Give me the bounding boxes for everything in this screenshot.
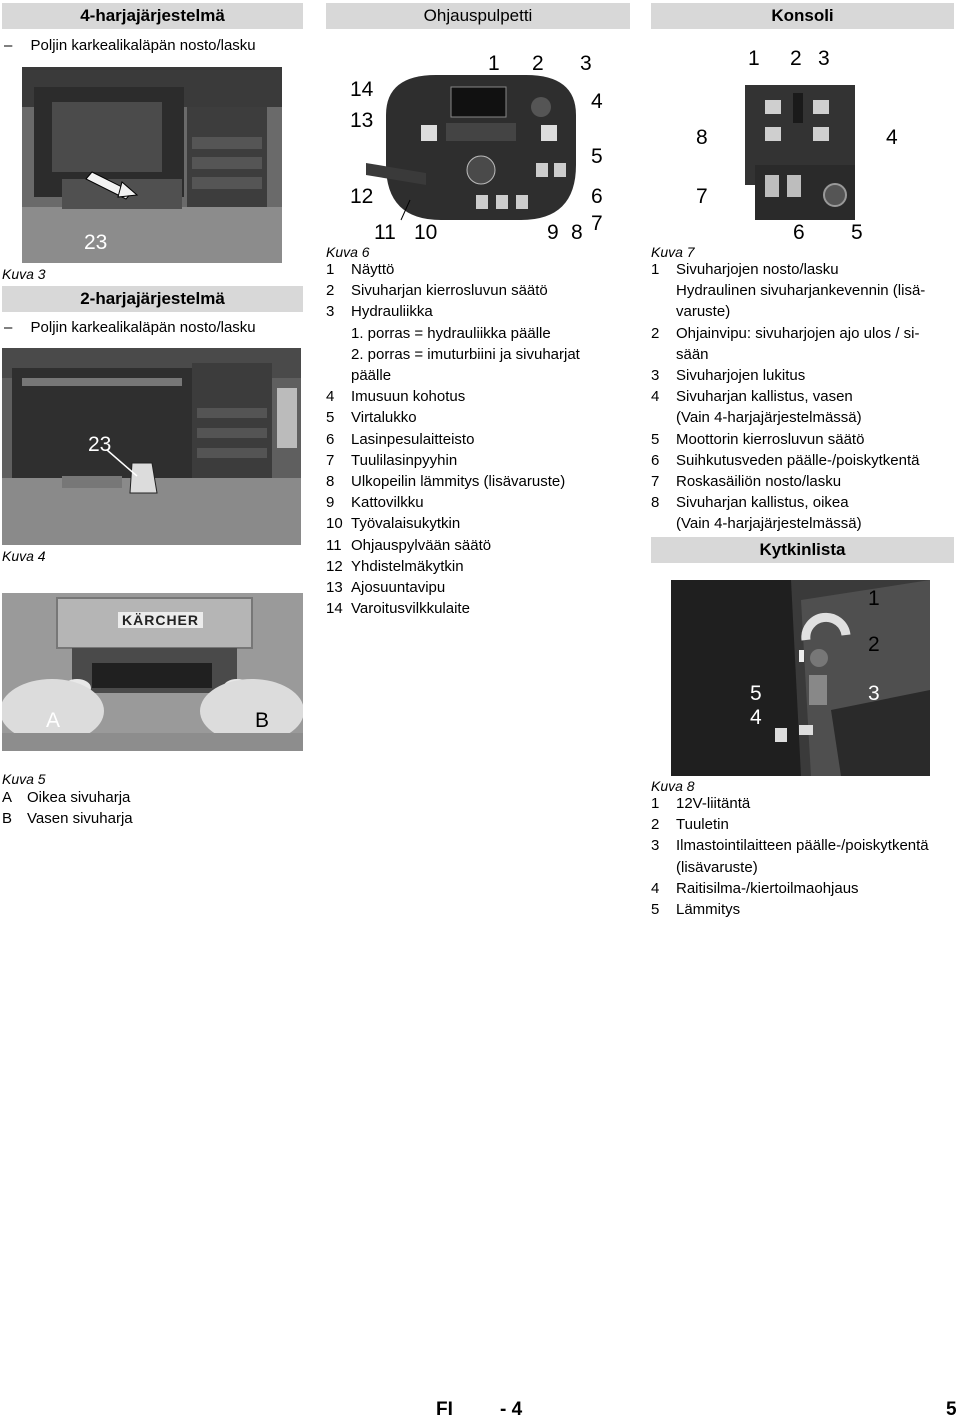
fig7-callout-5: 5 [851, 221, 863, 244]
legend-text: Tuuletin [676, 816, 729, 834]
legend-text: Raitisilma-/kiertoilmaohjaus [676, 879, 859, 897]
fig6-callout-12: 12 [350, 185, 374, 208]
legend-row [326, 365, 580, 386]
legend-text: Ohjauspylvään säätö [351, 536, 492, 554]
figure-8-legend [651, 793, 929, 920]
figure-7-legend [651, 259, 925, 535]
legend-key: 9 [326, 494, 335, 512]
legend-text: Suihkutusveden päälle-/poiskytkentä [676, 451, 920, 469]
legend-text: Hydraulinen sivuharjankevennin (lisä- [676, 282, 926, 300]
legend-text: (Vain 4-harjajärjestelmässä) [676, 409, 862, 427]
section-header-console: Konsoli [651, 3, 954, 29]
legend-row [651, 429, 925, 450]
legend-row [2, 808, 133, 829]
legend-text: Ohjainvipu: sivuharjojen ajo ulos / si- [676, 324, 920, 342]
legend-row [2, 787, 133, 808]
legend-key: 5 [651, 901, 660, 919]
legend-row [651, 365, 925, 386]
legend-key: 8 [651, 494, 660, 512]
legend-text: 12V-liitäntä [676, 795, 751, 812]
legend-text: varuste) [676, 303, 731, 321]
legend-row [651, 407, 925, 428]
fig7-callout-4: 4 [886, 126, 898, 149]
legend-row [326, 598, 580, 619]
legend-row [326, 386, 580, 407]
legend-row [651, 793, 929, 814]
legend-row [326, 344, 580, 365]
legend-row [651, 899, 929, 920]
legend-row [326, 323, 580, 344]
fig7-callout-6: 6 [793, 221, 805, 244]
footer-page-number: 5 [946, 1399, 957, 1420]
figure-6-photo [326, 45, 630, 245]
legend-row [326, 450, 580, 471]
legend-row [651, 878, 929, 899]
legend-text: Moottorin kierrosluvun säätö [676, 430, 865, 448]
fig6-callout-4: 4 [591, 90, 603, 113]
legend-key: 10 [326, 515, 343, 533]
fig7-callout-7: 7 [696, 185, 708, 208]
figure-3-photo [22, 67, 282, 263]
legend-key: 5 [326, 409, 335, 427]
legend-key: 1 [326, 261, 335, 278]
legend-row [651, 450, 925, 471]
legend-row [651, 344, 925, 365]
legend-text: 1. porras = hydrauliikka päälle [351, 324, 551, 342]
fig6-callout-13: 13 [350, 109, 374, 132]
fig6-callout-8: 8 [571, 221, 583, 244]
fig6-callout-7: 7 [591, 212, 603, 235]
legend-row [651, 280, 925, 301]
fig6-callout-9: 9 [547, 221, 559, 244]
legend-row [651, 492, 925, 513]
legend-key: 2 [326, 282, 335, 300]
legend-row [326, 471, 580, 492]
legend-row [651, 857, 929, 878]
karcher-logo: KÄRCHER [118, 612, 203, 628]
legend-text: Yhdistelmäkytkin [351, 557, 464, 575]
legend-text: Ajosuuntavipu [351, 579, 446, 597]
figure-7-caption: Kuva 7 [651, 244, 695, 260]
legend-row [326, 407, 580, 428]
fig8-callout-1: 1 [868, 587, 880, 610]
figure-5-label-a: A [46, 709, 61, 732]
legend-key: 1 [651, 261, 660, 278]
legend-text: sään [676, 345, 709, 363]
legend-key: 3 [326, 303, 335, 321]
legend-key: 8 [326, 473, 335, 491]
section-header-4brush: 4-harjajärjestelmä [2, 3, 303, 29]
item-label: Poljin karkealikaläpän nosto/lasku [30, 37, 256, 54]
legend-text: Sivuharjan kallistus, vasen [676, 388, 853, 406]
legend-text: 2. porras = imuturbiini ja sivuharjat [351, 345, 580, 363]
section-header-switches: Kytkinlista [651, 537, 954, 563]
fig8-callout-4: 4 [750, 706, 762, 729]
legend-row [651, 301, 925, 322]
legend-key: 4 [651, 388, 660, 406]
legend-text: Sivuharjojen lukitus [676, 367, 806, 385]
legend-row [326, 301, 580, 322]
figure-7-photo [695, 45, 885, 245]
figure-8-photo [671, 580, 930, 776]
legend-row [326, 280, 580, 301]
legend-text: Roskasäiliön nosto/lasku [676, 473, 842, 491]
legend-row [326, 556, 580, 577]
legend-text: Kattovilkku [351, 494, 424, 512]
footer-language: FI [436, 1399, 453, 1420]
fig8-callout-5: 5 [750, 682, 762, 705]
figure-6-legend [326, 259, 580, 619]
figure-5-legend [2, 787, 133, 829]
legend-text: Virtalukko [351, 409, 417, 427]
dash-item-2brush [4, 317, 256, 338]
legend-key: 7 [326, 451, 335, 469]
fig7-callout-3: 3 [818, 47, 830, 70]
legend-text: Näyttö [351, 261, 395, 278]
legend-text: Sivuharjan kallistus, oikea [676, 494, 849, 512]
legend-key: 2 [651, 324, 660, 342]
legend-row [651, 323, 925, 344]
legend-row [326, 492, 580, 513]
fig6-callout-10: 10 [414, 221, 438, 244]
legend-text: Ulkopeilin lämmitys (lisävaruste) [351, 473, 566, 491]
legend-text: päälle [351, 367, 392, 385]
legend-text: Sivuharjojen nosto/lasku [676, 261, 839, 278]
footer-page-ref: - 4 [500, 1399, 523, 1420]
figure-4-callout: 23 [88, 433, 112, 456]
legend-row [651, 835, 929, 856]
section-header-2brush: 2-harjajärjestelmä [2, 286, 303, 312]
legend-row [326, 429, 580, 450]
legend-text: Vasen sivuharja [27, 810, 133, 828]
legend-key: 6 [651, 451, 660, 469]
figure-3-callout: 23 [84, 231, 108, 254]
legend-row [326, 513, 580, 534]
figure-5-label-b: B [255, 709, 270, 732]
fig6-callout-14: 14 [350, 78, 374, 101]
legend-key: 6 [326, 430, 335, 448]
item-label: Poljin karkealikaläpän nosto/lasku [30, 319, 256, 336]
figure-4-photo [2, 348, 301, 545]
figure-5-caption: Kuva 5 [2, 771, 46, 787]
figure-6-caption: Kuva 6 [326, 244, 370, 260]
legend-key: 2 [651, 816, 660, 834]
legend-text: Oikea sivuharja [27, 789, 131, 806]
figure-8-caption: Kuva 8 [651, 778, 695, 794]
dash: – [4, 319, 13, 336]
legend-key: 5 [651, 430, 660, 448]
fig8-callout-2: 2 [868, 633, 880, 656]
legend-key: 3 [651, 367, 660, 385]
legend-key: 3 [651, 837, 660, 855]
legend-text: Lämmitys [676, 901, 741, 919]
fig6-callout-11: 11 [374, 221, 396, 244]
legend-text: Sivuharjan kierrosluvun säätö [351, 282, 548, 300]
figure-3-caption: Kuva 3 [2, 266, 46, 282]
legend-text: Imusuun kohotus [351, 388, 466, 406]
legend-text: Hydrauliikka [351, 303, 433, 321]
legend-row [651, 386, 925, 407]
legend-row [326, 535, 580, 556]
legend-text: Varoitusvilkkulaite [351, 600, 470, 618]
figure-4-caption: Kuva 4 [2, 548, 46, 564]
legend-row [651, 259, 925, 280]
legend-key: 7 [651, 473, 660, 491]
legend-text: (lisävaruste) [676, 858, 758, 876]
fig6-callout-5: 5 [591, 145, 603, 168]
legend-row [326, 259, 580, 280]
legend-key: 11 [326, 536, 342, 554]
legend-key: 12 [326, 557, 343, 575]
legend-row [651, 513, 925, 534]
legend-row [326, 577, 580, 598]
legend-text: Lasinpesulaitteisto [351, 430, 475, 448]
legend-text: Työvalaisukytkin [351, 515, 461, 533]
legend-text: Ilmastointilaitteen päälle-/poiskytkentä [676, 837, 929, 855]
fig6-callout-2: 2 [532, 52, 544, 75]
fig7-callout-8: 8 [696, 126, 708, 149]
legend-row [651, 471, 925, 492]
legend-key: 1 [651, 795, 660, 812]
legend-key: 13 [326, 579, 343, 597]
fig6-callout-6: 6 [591, 185, 603, 208]
legend-key: 14 [326, 600, 343, 618]
section-header-dashboard: Ohjauspulpetti [326, 3, 630, 29]
legend-key: 4 [326, 388, 335, 406]
dash-item-4brush [4, 35, 256, 56]
fig7-callout-1: 1 [748, 47, 760, 70]
dash: – [4, 37, 13, 54]
fig8-callout-3: 3 [868, 682, 880, 705]
legend-text: Tuulilasinpyyhin [351, 451, 458, 469]
fig6-callout-3: 3 [580, 52, 592, 75]
fig6-callout-1: 1 [488, 52, 500, 75]
legend-key: 4 [651, 879, 660, 897]
legend-key: A [2, 789, 13, 806]
legend-text: (Vain 4-harjajärjestelmässä) [676, 515, 862, 533]
legend-row [651, 814, 929, 835]
legend-key: B [2, 810, 13, 828]
fig7-callout-2: 2 [790, 47, 802, 70]
